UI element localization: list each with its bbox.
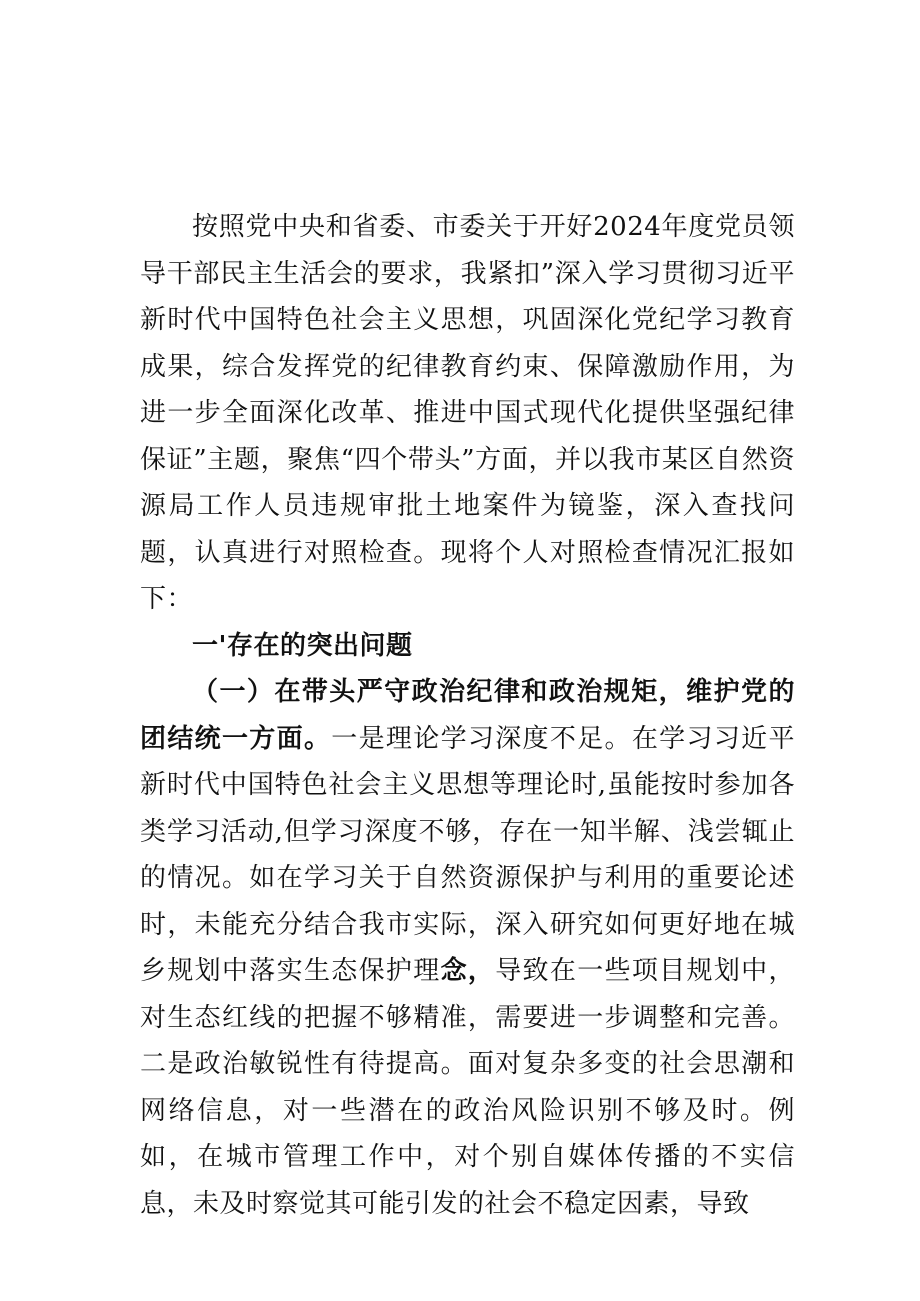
section-heading: 一'存在的突出问题 bbox=[192, 630, 413, 661]
body-text-part-1: 一是理论学习深度不足。在学习习近平新时代中国特色社会主义思想等理论时,虽能按时参加各类学习活动,但学习深度不够，存在一知半解、浅尝辄止的情况。如在学习关于自然资源保护与利用的重要论述时，未能充分结合我市实际，深入研究如何更好地在城乡规划中落实生态保护理 bbox=[140, 723, 795, 986]
intro-paragraph: 按照党中央和省委、市委关于开好2024年度党员领导干部民主生活会的要求，我紧扣”深入学习贯彻习近平新时代中国特色社会主义思想，巩固深化党纪学习教育成果，综合发挥党的纪律教育约束、保障激励作用，为进一步全面深化改革、推进中国式现代化提供坚强纪律保证”主题，聚焦“四个带头”方面，并以我市某区自然资源局工作人员违规审批土地案件为镜鉴，深入查找问题，认真进行对照检查。现将个人对照检查情况汇报如下： bbox=[140, 212, 795, 614]
problem-paragraph bbox=[140, 669, 795, 1227]
body-bold-char: 念， bbox=[440, 956, 496, 986]
document-body bbox=[140, 204, 795, 1227]
body-text-part-2: 导致在一些项目规划中，对生态红线的把握不够精准，需要进一步调整和完善。二是政治敏锐性有待提高。面对复杂多变的社会思潮和网络信息，对一些潜在的政治风险识别不够及时。例如，在城市管理工作中，对个别自媒体传播的不实信息，未及时察觉其可能引发的社会不稳定因素，导致 bbox=[140, 956, 795, 1219]
subsection-heading: （一）在带头严守政治纪律和政治规矩，维护党的团结统一方面。 bbox=[140, 677, 795, 754]
